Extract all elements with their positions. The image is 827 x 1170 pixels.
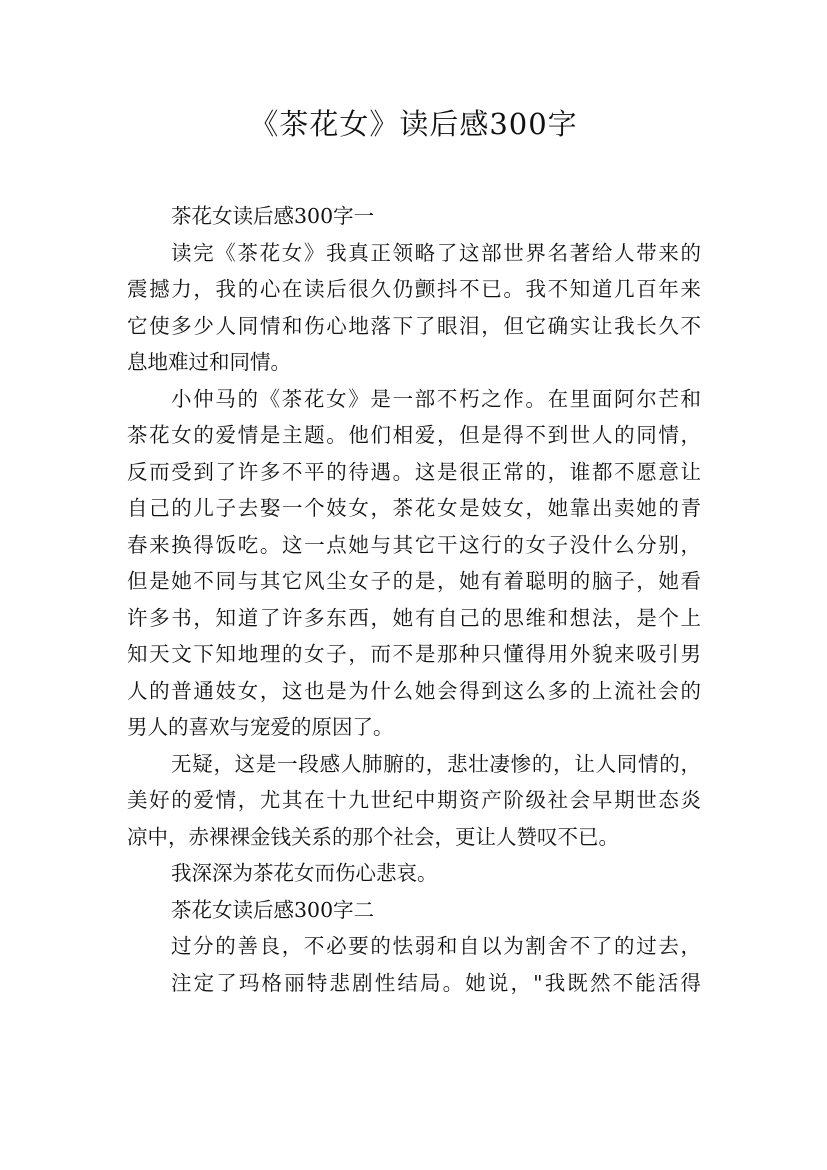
text-line: 我深深为茶花女而伤心悲哀。 <box>171 861 438 885</box>
text-line: 反而受到了许多不平的待遇。这是很正常的，谁都不愿意让 <box>127 459 701 484</box>
text-line: 注定了玛格丽特悲剧性结局。她说，"我既然不能活得 <box>171 970 701 995</box>
text-line: 男人的喜欢与宠爱的原因了。 <box>127 715 394 739</box>
text-line: 春来换得饭吃。这一点她与其它干这行的女子没什么分别， <box>127 532 701 557</box>
text-line: 但是她不同与其它风尘女子的是，她有着聪明的脑子，她看 <box>127 569 701 593</box>
text-line: 凉中，赤裸裸金钱关系的那个社会，更让人赞叹不已。 <box>127 824 619 849</box>
text-line: 过分的善良，不必要的怯弱和自以为割舍不了的过去， <box>171 934 701 958</box>
text-line: 读完《茶花女》我真正领略了这部世界名著给人带来的 <box>171 240 701 265</box>
text-line: 人的普通妓女，这也是为什么她会得到这么多的上流社会的 <box>127 678 701 703</box>
text-line: 茶花女读后感300字二 <box>171 897 375 922</box>
document-body <box>127 198 701 1001</box>
text-line: 茶花女的爱情是主题。他们相爱，但是得不到世人的同情， <box>127 423 701 447</box>
text-line: 许多书，知道了许多东西，她有自己的思维和想法，是个上 <box>127 605 701 630</box>
text-line: 知天文下知地理的女子，而不是那种只懂得用外貌来吸引男 <box>127 642 701 666</box>
text-line: 小仲马的《茶花女》是一部不朽之作。在里面阿尔芒和 <box>171 386 701 411</box>
text-line: 息地难过和同情。 <box>127 350 291 374</box>
text-line: 它使多少人同情和伤心地落下了眼泪，但它确实让我长久不 <box>127 313 701 338</box>
text-line: 无疑，这是一段感人肺腑的，悲壮凄惨的，让人同情的， <box>171 751 701 776</box>
document-title: 《茶花女》读后感300字 <box>249 107 578 141</box>
text-line: 自己的儿子去娶一个妓女，茶花女是妓女，她靠出卖她的青 <box>127 496 701 520</box>
text-line: 美好的爱情，尤其在十九世纪中期资产阶级社会早期世态炎 <box>127 788 701 812</box>
text-line: 震撼力，我的心在读后很久仍颤抖不已。我不知道几百年来 <box>127 277 701 301</box>
text-line: 茶花女读后感300字一 <box>171 204 375 228</box>
